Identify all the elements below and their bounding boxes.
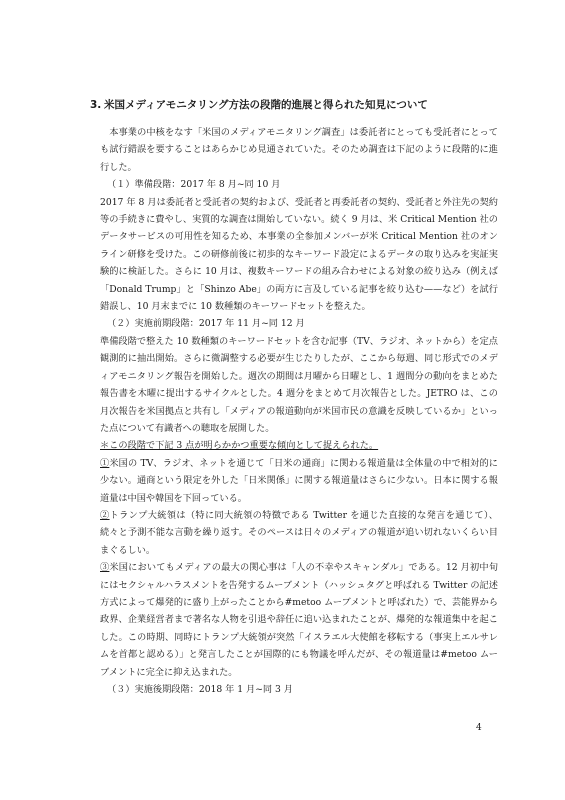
- finding-2-text: トランプ大統領は（特に同大統領の特徴である Twitter を通じた直接的な発言を通じて）、続々と予測不能な言動を繰り返す。そのペースは日々のメディアの報道が追い切れないくらい目まぐるしい。: [100, 509, 498, 556]
- finding-1-marker: ①: [100, 457, 110, 469]
- finding-2-marker: ②: [100, 509, 110, 521]
- page-number: 4: [476, 723, 482, 733]
- finding-3-text: 米国においてもメディアの最大の関心事は「人の不幸やスキャンダル」である。12 月初中旬にはセクシャルハラスメントを告発するムーブメント（ハッシュタグと呼ばれる Twitter の記述方式によって爆発的に盛り上がったことから#metoo ムーブメントと呼ばれた）で、芸能界から政界、企業経営者まで著名な人物を引退や辞任に追い込まれたことが、爆発的な報道集中を起こした。この時期、同時にトランプ大統領が突然「イスラエル大使館を移転する（事実上エルサレムを首都と認める）」と発言したことが国際的にも物議を呼んだが、その報道量は#metoo ムーブメントに完全に抑え込まれた。: [100, 562, 499, 678]
- findings-note: [100, 437, 498, 454]
- section-heading: [90, 98, 510, 112]
- subsection-label-early-phase: （２）実施前期段階：2017 年 11 月~同 12 月: [107, 318, 305, 330]
- finding-3: [100, 559, 498, 681]
- finding-2: [100, 507, 498, 559]
- findings-note-text: ＊この段階で下記 3 点が明らかかつ重要な傾向として捉えられた。: [100, 440, 379, 452]
- subsection-label-preparation: （１）準備段階：2017 年 8 月~同 10 月: [107, 179, 281, 191]
- subsection-text-preparation: 2017 年 8 月は委託者と受託者の契約および、受託者と再委託者の契約、受託者と外注先の契約等の手続きに費やし、実質的な調査は開始していない。続く 9 月は、米 Critical Mention 社のデータサービスの可用性を知るため、本事業の全参加メンバーが米 Critical Mention 社のオンライン研修を受けた。この研修前後に初歩的なキーワード設定によるデータの取り込みを実証実験的に検証した。さらに 10 月は、複数キーワードの組み合わせによる対象の絞り込み（例えば「Donald Trump」と「Shinzo Abe」の両方に言及している記事を絞り込む——など）を試行錯誤し、10 月末までに 10 数種類のキーワードセットを整えた。: [100, 196, 498, 313]
- body-text: [100, 124, 498, 698]
- intro-paragraph: 本事業の中核をなす「米国のメディアモニタリング調査」は委託者にとっても受託者にとっても試行錯誤を要することはあらかじめ見通されていた。そのため調査は下記のように段階的に進行した。: [100, 127, 498, 173]
- subsection-label-late-phase: （３）実施後期段階：2018 年 1 月~同 3 月: [107, 684, 293, 695]
- section-number: 3.: [90, 99, 102, 111]
- finding-3-marker: ③: [100, 562, 110, 574]
- section-title: 米国メディアモニタリング方法の段階的進展と得られた知見について: [104, 99, 428, 111]
- finding-1-text: 米国の TV、ラジオ、ネットを通じて「日米の通商」に関わる報道量は全体量の中で相対的に少ない。通商という限定を外した「日米関係」に関する報道量はさらに少ない。日本に関する報道量は中国や韓国を下回っている。: [100, 457, 498, 504]
- finding-1: [100, 455, 498, 507]
- subsection-text-early-phase: 準備段階で整えた 10 数種類のキーワードセットを含む記事（TV、ラジオ、ネットから）を定点観測的に抽出開始。さらに微調整する必要が生じたりしたが、ここから毎週、同じ形式でのメディアモニタリング報告を開始した。週次の期間は月曜から日曜とし、1 週間分の動向をまとめた報告書を木曜に提出するサイクルとした。4 週分をまとめて月次報告とした。JETRO は、この月次報告を米国拠点と共有し「メディアの報道動向が米国市民の意識を反映しているか」といった点について有識者への聴取を展開した。: [100, 335, 498, 434]
